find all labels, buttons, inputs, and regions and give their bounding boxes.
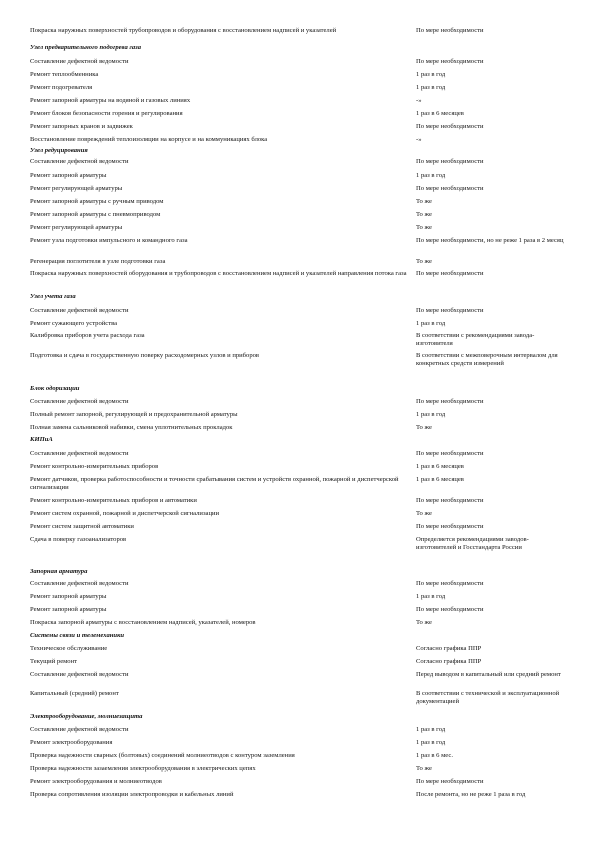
frequency: По мере необходимости bbox=[416, 450, 484, 457]
work-description: Ремонт датчиков, проверка работоспособности и точности срабатывания систем и устройств охранной, пожарной и диспетчерской сигнализации bbox=[30, 476, 399, 491]
frequency: По мере необходимости bbox=[416, 158, 484, 165]
work-description: Составление дефектной ведомости bbox=[30, 726, 129, 733]
frequency: То же bbox=[416, 224, 432, 231]
frequency: По мере необходимости bbox=[416, 606, 484, 613]
frequency: По мере необходимости, но не реже 1 раза в 2 месяц bbox=[416, 237, 564, 244]
frequency: По мере необходимости bbox=[416, 523, 484, 530]
work-description: Полный ремонт запорной, регулирующей и предохранительной арматуры bbox=[30, 411, 238, 418]
work-description: Проверка надежности зазаемления электрооборудования в электрических цепях bbox=[30, 765, 256, 772]
frequency: 1 раз в год bbox=[416, 172, 446, 179]
frequency: По мере необходимости bbox=[416, 123, 484, 130]
frequency: По мере необходимости bbox=[416, 398, 484, 405]
frequency: То же bbox=[416, 211, 432, 218]
work-description: Составление дефектной ведомости bbox=[30, 450, 129, 457]
frequency: 1 раз в 6 мес. bbox=[416, 752, 453, 759]
frequency: То же bbox=[416, 258, 432, 265]
work-description: Проверка сопротивления изоляции электропроводки и кабельных линий bbox=[30, 791, 234, 798]
frequency: 1 раз в год bbox=[416, 726, 446, 733]
work-description: Полная замена сальниковой набивки, смена уплотнительных прокладок bbox=[30, 424, 233, 431]
work-description: Проверка надежности сварных (болтовых) соединений молниеотводов с контуром заземления bbox=[30, 752, 295, 759]
work-description: Ремонт запорной арматуры с ручным приводом bbox=[30, 198, 164, 205]
work-description: Ремонт блоков безопасности горения и регулирования bbox=[30, 110, 183, 117]
work-description: Составление дефектной ведомости bbox=[30, 398, 129, 405]
work-description: Ремонт сужающего устройства bbox=[30, 320, 118, 327]
frequency: -» bbox=[416, 136, 422, 143]
work-description: Покраска наружных поверхностей оборудования и трубопроводов с восстановлением надписей и указателей направления потока газа bbox=[30, 270, 407, 277]
work-description: Ремонт запорной арматуры на водяной и газовых линиях bbox=[30, 97, 191, 104]
section-heading: Запорная арматура bbox=[30, 568, 88, 575]
work-description: Составление дефектной ведомости bbox=[30, 58, 129, 65]
frequency: 1 раз в год bbox=[416, 411, 446, 418]
work-description: Ремонт электрооборудования и молниеотводов bbox=[30, 778, 162, 785]
work-description: Капитальный (средний) ремонт bbox=[30, 690, 119, 697]
frequency: Перед выводом в капитальный или средний ремонт bbox=[416, 671, 561, 678]
frequency: После ремонта, но не реже 1 раза в год bbox=[416, 791, 526, 798]
frequency: 1 раз в 6 месяцев bbox=[416, 110, 464, 117]
section-heading: Системы связи и телемеханики bbox=[30, 632, 125, 639]
work-description: Ремонт регулирующей арматуры bbox=[30, 224, 123, 231]
work-description: Ремонт запорной арматуры bbox=[30, 172, 107, 179]
work-description: Техническое обслуживание bbox=[30, 645, 108, 652]
frequency: По мере необходимости bbox=[416, 497, 484, 504]
frequency: В соответствии с технической и эксплуатационной документацией bbox=[416, 690, 560, 705]
work-description: Ремонт электрооборудования bbox=[30, 739, 113, 746]
frequency: По мере необходимости bbox=[416, 270, 484, 277]
work-description: Составление дефектной ведомости bbox=[30, 671, 129, 678]
work-description: Ремонт контрольно-измерительных приборов bbox=[30, 463, 159, 470]
frequency: По мере необходимости bbox=[416, 27, 484, 34]
work-description: Ремонт систем защитной автоматики bbox=[30, 523, 134, 530]
frequency: 1 раз в год bbox=[416, 71, 446, 78]
section-heading: КИПиА bbox=[30, 436, 53, 443]
frequency: То же bbox=[416, 619, 432, 626]
work-description: Составление дефектной ведомости bbox=[30, 158, 129, 165]
section-heading: Блок одоризации bbox=[30, 385, 80, 392]
frequency: Определяется рекомендациями заводов-изготовителей и Госстандарта России bbox=[416, 536, 529, 551]
frequency: По мере необходимости bbox=[416, 307, 484, 314]
frequency: По мере необходимости bbox=[416, 580, 484, 587]
frequency: То же bbox=[416, 424, 432, 431]
work-description: Регенерация поглотителя в узле подготовки газа bbox=[30, 258, 166, 265]
frequency: 1 раз в год bbox=[416, 593, 446, 600]
work-description: Текущий ремонт bbox=[30, 658, 77, 665]
frequency: То же bbox=[416, 198, 432, 205]
frequency: Согласно графика ППР bbox=[416, 645, 482, 652]
work-description: Ремонт контрольно-измерительных приборов и автоматики bbox=[30, 497, 197, 504]
work-description: Ремонт узла подготовки импульсного и командного газа bbox=[30, 237, 188, 244]
section-heading: Электрооборудование, молниезащита bbox=[30, 713, 143, 720]
work-description: Калибровка приборов учета расхода газа bbox=[30, 332, 145, 339]
frequency: 1 раз в год bbox=[416, 320, 446, 327]
section-heading: Узел учета газа bbox=[30, 293, 76, 300]
frequency: В соответствии с межповерочным интервалом для конкретных средств измерений bbox=[416, 352, 558, 367]
frequency: 1 раз в 6 месяцев bbox=[416, 463, 464, 470]
work-description: Покраска наружных поверхностей трубопроводов и оборудования с восстановлением надписей и указателей bbox=[30, 27, 337, 34]
work-description: Сдача в поверку газоанализаторов bbox=[30, 536, 127, 543]
frequency: Согласно графика ППР bbox=[416, 658, 482, 665]
work-description: Ремонт систем охранной, пожарной и диспетчерской сигнализации bbox=[30, 510, 220, 517]
work-description: Ремонт подогревателя bbox=[30, 84, 93, 91]
frequency: По мере необходимости bbox=[416, 185, 484, 192]
frequency: 1 раз в год bbox=[416, 739, 446, 746]
frequency: То же bbox=[416, 765, 432, 772]
work-description: Ремонт запорной арматуры с пневмоприводом bbox=[30, 211, 161, 218]
section-heading: Узел предварительного подогрева газа bbox=[30, 44, 141, 51]
section-heading: Узел редуцирования bbox=[30, 147, 88, 154]
work-description: Составление дефектной ведомости bbox=[30, 307, 129, 314]
work-description: Покраска запорной арматуры с восстановлением надписей, указателей, номеров bbox=[30, 619, 256, 626]
work-description: Ремонт теплообменника bbox=[30, 71, 99, 78]
frequency: 1 раз в 6 месяцев bbox=[416, 476, 464, 483]
frequency: 1 раз в год bbox=[416, 84, 446, 91]
frequency: По мере необходимости bbox=[416, 778, 484, 785]
work-description: Подготовка и сдача в государственную поверку расходомерных узлов и приборов bbox=[30, 352, 260, 359]
work-description: Ремонт запорной арматуры bbox=[30, 606, 107, 613]
frequency: В соответствии с рекомендациями завода-изготовителя bbox=[416, 332, 535, 347]
work-description: Восстановление повреждений теплоизоляции на корпусе и на коммуникациях блока bbox=[30, 136, 268, 143]
frequency: По мере необходимости bbox=[416, 58, 484, 65]
frequency: То же bbox=[416, 510, 432, 517]
work-description: Ремонт запорной арматуры bbox=[30, 593, 107, 600]
frequency: -» bbox=[416, 97, 422, 104]
work-description: Ремонт запорных кранов и задвижек bbox=[30, 123, 133, 130]
work-description: Составление дефектной ведомости bbox=[30, 580, 129, 587]
work-description: Ремонт регулирующей арматуры bbox=[30, 185, 123, 192]
